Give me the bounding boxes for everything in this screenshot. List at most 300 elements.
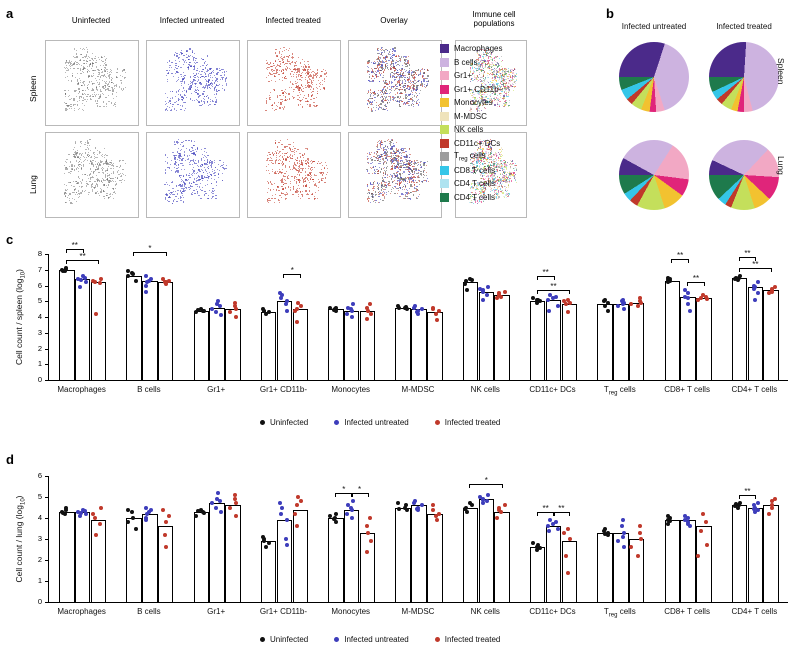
data-point — [606, 309, 610, 313]
bar-b-cells-1 — [142, 514, 157, 603]
legend-entry-label: Infected treated — [444, 418, 501, 427]
bar-macrophages-2 — [91, 520, 106, 603]
x-group-label-10: CD4+ T cells — [731, 385, 778, 394]
y-tick-label: 1 — [37, 576, 42, 585]
bar-macrophages-2 — [91, 282, 106, 381]
legend-label: M-MDSC — [454, 111, 487, 121]
data-point — [396, 501, 400, 505]
bar-cd4-t-cells-0 — [732, 505, 747, 603]
chart-c-legend — [260, 418, 500, 427]
pie-row-label-lung: Lung — [776, 156, 786, 175]
bar-monocytes-0 — [328, 309, 343, 381]
bar-monocytes-0 — [328, 518, 343, 603]
data-point — [299, 499, 303, 503]
data-point — [293, 309, 297, 313]
bar-cd8-t-cells-1 — [680, 520, 695, 603]
y-tick-label: 2 — [37, 555, 42, 564]
x-group-label-4: Monocytes — [331, 385, 371, 394]
tsne-plot-r1-c0 — [45, 132, 139, 218]
bar-macrophages-0 — [59, 270, 74, 381]
legend-item-10 — [440, 177, 502, 191]
data-point — [161, 508, 165, 512]
legend-entry-0 — [260, 418, 308, 427]
data-point — [131, 272, 135, 276]
data-point — [93, 516, 97, 520]
data-point — [369, 539, 373, 543]
x-group-label-1: B cells — [137, 607, 161, 616]
data-point — [194, 514, 198, 518]
data-point — [365, 317, 369, 321]
significance-bar — [537, 267, 555, 280]
bar-m-mdsc-2 — [427, 514, 442, 603]
data-point — [416, 312, 420, 316]
data-point — [756, 501, 760, 505]
legend-swatch-icon — [440, 166, 449, 175]
legend-item-7 — [440, 137, 502, 151]
x-group-label-9: CD8+ T cells — [664, 385, 710, 394]
x-group-label-3: Gr1+ CD11b- — [259, 385, 308, 394]
bar-treg-cells-1 — [613, 304, 628, 381]
bar-gr1-cd11b--0 — [261, 312, 276, 381]
legend-item-2 — [440, 69, 502, 83]
data-point — [144, 274, 148, 278]
data-point — [228, 506, 232, 510]
legend-entry-0 — [260, 635, 308, 644]
tsne-plot-r0-c2 — [247, 40, 341, 126]
tsne-plot-r1-c1 — [146, 132, 240, 218]
data-point — [621, 518, 625, 522]
y-tick-mark — [45, 349, 48, 350]
bar-cd8-t-cells-0 — [665, 281, 680, 381]
x-group-label-8: $T_{reg}$ cells — [603, 607, 636, 619]
y-tick-mark — [45, 301, 48, 302]
legend-item-4 — [440, 96, 502, 110]
legend-entry-label: Infected untreated — [344, 635, 409, 644]
y-tick-label: 8 — [37, 249, 42, 258]
bar-cd8-t-cells-2 — [696, 298, 711, 381]
data-point — [638, 531, 642, 535]
legend-item-11 — [440, 191, 502, 205]
legend-dot-icon — [334, 637, 339, 642]
significance-label: * — [342, 485, 346, 495]
legend-swatch-icon — [440, 44, 449, 53]
legend-dot-icon — [435, 637, 440, 642]
bar-gr1--0 — [194, 311, 209, 381]
x-group-label-3: Gr1+ CD11b- — [259, 607, 308, 616]
legend-item-3 — [440, 83, 502, 97]
data-point — [131, 516, 135, 520]
legend-entry-2 — [435, 635, 501, 644]
data-point — [144, 506, 148, 510]
data-point — [486, 285, 490, 289]
legend-dot-icon — [435, 420, 440, 425]
data-point — [285, 309, 289, 313]
pie-col-title-1: Infected treated — [716, 22, 772, 31]
tsne-plot-r1-c2 — [247, 132, 341, 218]
data-point — [94, 533, 98, 537]
data-point — [465, 510, 469, 514]
bar-treg-cells-0 — [597, 533, 612, 603]
y-tick-label: 4 — [37, 513, 42, 522]
data-point — [481, 290, 485, 294]
bar-b-cells-0 — [126, 276, 141, 381]
data-point — [636, 304, 640, 308]
data-point — [736, 506, 740, 510]
y-axis-label: Cell count / lung $(\log_{10})$ — [14, 495, 27, 583]
data-point — [486, 493, 490, 497]
y-tick-label: 3 — [37, 327, 42, 337]
tsne-col-title-3: Overlay — [380, 16, 408, 25]
data-point — [616, 304, 620, 308]
bar-nk-cells-0 — [463, 508, 478, 604]
panel-label-d: d — [6, 452, 14, 467]
legend-label: CD4 T cells — [454, 192, 496, 202]
bar-b-cells-2 — [158, 282, 173, 381]
legend-swatch-icon — [440, 98, 449, 107]
x-group-label-0: Macrophages — [57, 385, 106, 394]
data-point — [547, 529, 551, 533]
x-group-label-0: Macrophages — [57, 607, 106, 616]
data-point — [688, 309, 692, 313]
legend-item-1 — [440, 56, 502, 70]
y-tick-mark — [45, 333, 48, 334]
bar-gr1--1 — [209, 503, 224, 603]
data-point — [568, 301, 572, 305]
data-point — [405, 508, 409, 512]
legend-entry-label: Uninfected — [270, 418, 309, 427]
data-point — [345, 312, 349, 316]
data-point — [278, 501, 282, 505]
panel-label-b: b — [606, 6, 614, 21]
data-point — [699, 529, 703, 533]
bar-m-mdsc-2 — [427, 312, 442, 381]
pie-col-title-0: Infected untreated — [621, 22, 687, 31]
significance-label: ** — [744, 487, 751, 497]
data-point — [368, 516, 372, 520]
data-point — [606, 533, 610, 537]
data-point — [696, 298, 700, 302]
x-group-label-9: CD8+ T cells — [664, 607, 710, 616]
significance-label: * — [290, 266, 294, 276]
y-tick-mark — [45, 560, 48, 561]
data-point — [535, 548, 539, 552]
y-tick-mark — [45, 497, 48, 498]
data-point — [98, 522, 102, 526]
data-point — [280, 506, 284, 510]
bar-cd4-t-cells-1 — [748, 508, 763, 604]
bar-cd11c-dcs-1 — [546, 526, 561, 603]
y-axis — [48, 254, 49, 380]
data-point — [83, 276, 87, 280]
data-point — [503, 503, 507, 507]
significance-label: * — [484, 476, 488, 486]
data-point — [285, 543, 289, 547]
legend-entry-label: Uninfected — [270, 635, 309, 644]
bar-treg-cells-2 — [629, 303, 644, 381]
data-point — [636, 554, 640, 558]
data-point — [767, 512, 771, 516]
significance-bar — [687, 274, 705, 286]
legend-entry-1 — [334, 418, 409, 427]
legend-swatch-icon — [440, 152, 449, 161]
legend-swatch-icon — [440, 85, 449, 94]
data-point — [705, 543, 709, 547]
data-point — [547, 309, 551, 313]
panel-label-a: a — [6, 6, 14, 21]
legend-item-8 — [440, 150, 502, 164]
significance-bar — [671, 250, 689, 263]
tsne-col-title-2: Infected treated — [265, 16, 321, 25]
y-tick-mark — [45, 539, 48, 540]
significance-bar — [283, 266, 301, 278]
data-point — [705, 297, 709, 301]
panel-b — [600, 0, 798, 225]
y-tick-label: 2 — [37, 343, 42, 353]
significance-label: * — [148, 244, 152, 254]
data-point — [144, 290, 148, 294]
data-point — [216, 491, 220, 495]
legend-swatch-icon — [440, 58, 449, 67]
data-point — [84, 280, 88, 284]
data-point — [167, 514, 171, 518]
legend-swatch-icon — [440, 125, 449, 134]
data-point — [767, 291, 771, 295]
y-tick-label: 6 — [37, 280, 42, 290]
data-point — [686, 291, 690, 295]
x-group-label-10: CD4+ T cells — [731, 607, 778, 616]
tsne-plot-r0-c1 — [146, 40, 240, 126]
data-point — [99, 506, 103, 510]
chart-d-legend — [260, 635, 500, 644]
data-point — [299, 304, 303, 308]
data-point — [164, 282, 168, 286]
data-point — [295, 503, 299, 507]
legend-item-5 — [440, 110, 502, 124]
bar-nk-cells-2 — [494, 295, 509, 381]
significance-label: ** — [558, 504, 565, 514]
significance-label: * — [358, 485, 362, 495]
legend-label: Gr1+ CD11b- — [454, 84, 502, 94]
data-point — [214, 506, 218, 510]
bar-m-mdsc-1 — [411, 505, 426, 603]
legend-item-9 — [440, 164, 502, 178]
bar-m-mdsc-0 — [395, 508, 410, 604]
significance-bar — [469, 476, 503, 488]
data-point — [639, 537, 643, 541]
bar-cd8-t-cells-0 — [665, 520, 680, 603]
data-point — [499, 510, 503, 514]
y-tick-mark — [45, 270, 48, 271]
legend-dot-icon — [334, 420, 339, 425]
y-tick-mark — [45, 518, 48, 519]
tsne-row-label-lung: Lung — [28, 175, 38, 194]
legend-entry-1 — [334, 635, 409, 644]
bar-cd11c-dcs-0 — [530, 301, 545, 381]
data-point — [369, 312, 373, 316]
data-point — [701, 512, 705, 516]
bar-gr1--2 — [225, 505, 240, 603]
bar-gr1--1 — [209, 308, 224, 381]
tsne-plot-r0-c0 — [45, 40, 139, 126]
data-point — [753, 298, 757, 302]
data-point — [434, 312, 438, 316]
significance-bar — [739, 487, 757, 499]
legend-label: NK cells — [454, 125, 484, 135]
data-point — [416, 508, 420, 512]
data-point — [144, 518, 148, 522]
legend-swatch-icon — [440, 139, 449, 148]
bar-monocytes-1 — [344, 311, 359, 381]
bar-nk-cells-1 — [479, 499, 494, 603]
x-group-label-7: CD11c+ DCs — [529, 385, 576, 394]
legend-item-6 — [440, 123, 502, 137]
data-point — [556, 527, 560, 531]
significance-label: ** — [692, 274, 700, 284]
data-point — [368, 302, 372, 306]
tsne-col-title-0: Uninfected — [71, 16, 111, 25]
data-point — [98, 281, 102, 285]
data-point — [405, 307, 409, 311]
significance-label: ** — [79, 252, 86, 262]
significance-bar — [553, 504, 571, 516]
y-tick-label: 0 — [37, 375, 42, 384]
y-tick-mark — [45, 286, 48, 287]
data-point — [397, 507, 401, 511]
y-tick-mark — [45, 317, 48, 318]
bar-m-mdsc-0 — [395, 308, 410, 381]
data-point — [196, 509, 200, 513]
data-point — [770, 506, 774, 510]
y-tick-mark — [45, 380, 48, 381]
data-point — [202, 511, 206, 515]
bar-b-cells-1 — [142, 281, 157, 381]
x-group-label-1: B cells — [137, 385, 161, 394]
bar-monocytes-1 — [344, 510, 359, 603]
y-tick-mark — [45, 364, 48, 365]
data-point — [295, 320, 299, 324]
data-point — [264, 312, 268, 316]
data-point — [752, 287, 756, 291]
bar-b-cells-2 — [158, 526, 173, 603]
significance-label: ** — [752, 260, 759, 270]
y-tick-label: 4 — [37, 312, 42, 321]
data-point — [218, 304, 222, 308]
bar-cd11c-dcs-0 — [530, 547, 545, 603]
y-tick-mark — [45, 602, 48, 603]
data-point — [562, 531, 566, 535]
immune-population-legend — [440, 42, 502, 204]
y-tick-label: 0 — [37, 597, 42, 606]
y-axis — [48, 476, 49, 602]
data-point — [566, 527, 570, 531]
y-tick-mark — [45, 254, 48, 255]
data-point — [84, 512, 88, 516]
data-point — [279, 296, 283, 300]
data-point — [163, 533, 167, 537]
x-group-label-2: Gr1+ — [207, 385, 226, 394]
bar-cd4-t-cells-0 — [732, 278, 747, 381]
significance-bar — [66, 252, 100, 264]
panel-label-c: c — [6, 232, 14, 247]
data-point — [564, 554, 568, 558]
legend-swatch-icon — [440, 193, 449, 202]
data-point — [431, 503, 435, 507]
pie-lung-treated — [709, 140, 779, 210]
data-point — [568, 537, 572, 541]
data-point — [704, 520, 708, 524]
y-tick-label: 5 — [37, 296, 42, 306]
legend-item-0 — [440, 42, 502, 56]
bar-cd11c-dcs-2 — [562, 304, 577, 381]
y-tick-label: 1 — [37, 359, 42, 369]
pie-row-label-spleen: Spleen — [776, 58, 786, 85]
significance-bar — [537, 282, 571, 294]
y-tick-mark — [45, 581, 48, 582]
bar-cd8-t-cells-2 — [696, 526, 711, 603]
data-point — [350, 508, 354, 512]
y-tick-label: 5 — [37, 492, 42, 501]
legend-entry-2 — [435, 418, 501, 427]
significance-label: ** — [677, 250, 684, 260]
data-point — [366, 531, 370, 535]
data-point — [620, 524, 624, 528]
legend-label: CD11c+ DCs — [454, 138, 501, 148]
legend-label: B cells — [454, 57, 478, 67]
data-point — [503, 290, 507, 294]
data-point — [566, 310, 570, 314]
data-point — [546, 298, 550, 302]
legend-label: $T_{reg}$ cells — [454, 150, 486, 163]
bar-gr1-cd11b--1 — [277, 301, 292, 381]
pie-spleen-treated — [709, 42, 779, 112]
data-point — [351, 302, 355, 306]
legend-swatch-icon — [440, 71, 449, 80]
pie-lung-untreated — [619, 140, 689, 210]
x-group-label-2: Gr1+ — [207, 607, 226, 616]
bar-b-cells-0 — [126, 518, 141, 603]
legend-label: Gr1+ — [454, 71, 473, 81]
y-tick-label: 3 — [37, 534, 42, 543]
x-group-label-5: M-MDSC — [401, 607, 435, 616]
data-point — [365, 550, 369, 554]
bar-gr1-cd11b--1 — [277, 520, 292, 603]
bar-nk-cells-0 — [463, 282, 478, 381]
data-point — [134, 279, 138, 283]
x-group-label-6: NK cells — [470, 607, 500, 616]
significance-label: ** — [542, 504, 549, 514]
bar-monocytes-2 — [360, 311, 375, 381]
chart-spleen-counts — [0, 240, 798, 410]
bar-macrophages-0 — [59, 512, 74, 603]
bar-gr1-cd11b--0 — [261, 541, 276, 603]
data-point — [164, 520, 168, 524]
y-tick-label: 6 — [37, 471, 42, 480]
data-point — [279, 512, 283, 516]
data-point — [345, 512, 349, 516]
significance-label: ** — [744, 249, 751, 259]
bar-nk-cells-2 — [494, 512, 509, 603]
significance-bar — [739, 260, 773, 272]
tsne-plot-r0-c3 — [348, 40, 442, 126]
bar-nk-cells-1 — [479, 292, 494, 381]
tsne-col-title-4: Immune cell populations — [472, 10, 516, 28]
legend-entry-label: Infected treated — [444, 635, 501, 644]
tsne-col-title-1: Infected untreated — [159, 16, 225, 25]
tsne-row-label-spleen: Spleen — [28, 75, 38, 102]
data-point — [144, 284, 148, 288]
tsne-plot-r1-c3 — [348, 132, 442, 218]
bar-cd4-t-cells-2 — [763, 290, 778, 381]
